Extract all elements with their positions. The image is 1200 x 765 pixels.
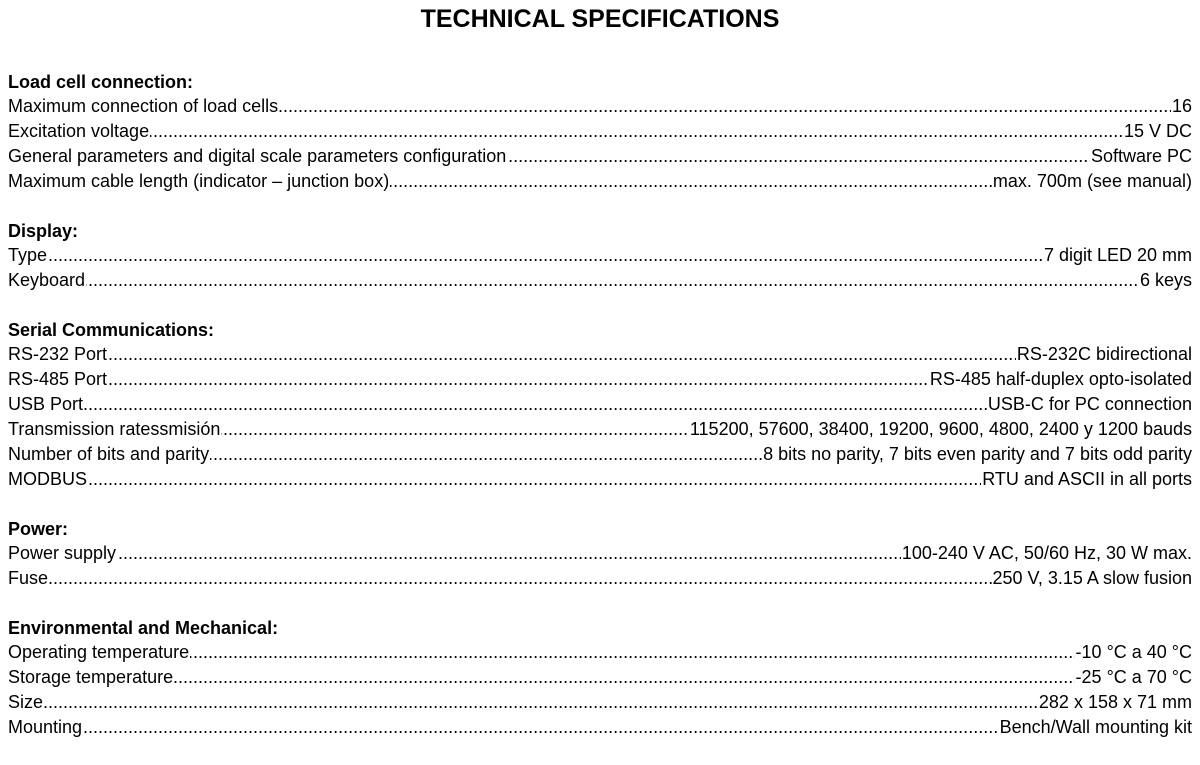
section-heading: Serial Communications: <box>8 320 215 340</box>
spec-label: Type <box>8 243 48 268</box>
spec-row <box>8 144 1192 169</box>
spec-value: RS-485 half-duplex opto-isolated <box>929 367 1192 392</box>
spec-label: Storage temperature <box>8 665 174 690</box>
section-display <box>8 219 1192 293</box>
spec-row <box>8 665 1192 690</box>
spec-row <box>8 442 1192 467</box>
spec-value: 15 V DC <box>1123 119 1192 144</box>
spec-label: Mounting <box>8 715 83 740</box>
spec-row <box>8 342 1192 367</box>
spec-row <box>8 94 1192 119</box>
spec-label: Maximum cable length (indicator – junction box) <box>8 169 390 194</box>
spec-label: RS-485 Port <box>8 367 108 392</box>
section-heading: Power: <box>8 519 69 539</box>
section-power <box>8 517 1192 591</box>
spec-row <box>8 640 1192 665</box>
section-heading: Environmental and Mechanical: <box>8 618 279 638</box>
specifications-list <box>8 70 1192 765</box>
dot-leader <box>8 690 1192 715</box>
spec-label: General parameters and digital scale parameters configuration <box>8 144 507 169</box>
spec-row <box>8 417 1192 442</box>
spec-label: Power supply <box>8 541 117 566</box>
spec-value: 16 <box>1171 94 1192 119</box>
dot-leader <box>8 665 1192 690</box>
spec-row <box>8 566 1192 591</box>
spec-value: 115200, 57600, 38400, 19200, 9600, 4800, 2400 y 1200 bauds <box>689 417 1192 442</box>
dot-leader <box>8 119 1192 144</box>
spec-value: 282 x 158 x 71 mm <box>1038 690 1192 715</box>
spec-row <box>8 169 1192 194</box>
section-heading: Display: <box>8 221 79 241</box>
spec-value: 7 digit LED 20 mm <box>1043 243 1192 268</box>
dot-leader <box>8 342 1192 367</box>
spec-label: USB Port <box>8 392 84 417</box>
section-environmental-mechanical <box>8 616 1192 740</box>
spec-row <box>8 541 1192 566</box>
spec-row <box>8 690 1192 715</box>
spec-label: Excitation voltage <box>8 119 150 144</box>
spec-label: Size <box>8 690 44 715</box>
spec-label: RS-232 Port <box>8 342 108 367</box>
dot-leader <box>8 243 1192 268</box>
spec-value: Software PC <box>1090 144 1192 169</box>
spec-label: MODBUS <box>8 467 88 492</box>
spec-row <box>8 392 1192 417</box>
spec-label: Transmission ratessmisión <box>8 417 221 442</box>
spec-value: -10 °C a 40 °C <box>1075 640 1192 665</box>
spec-label: Number of bits and parity <box>8 442 210 467</box>
spec-label: Maximum connection of load cells <box>8 94 279 119</box>
spec-value: USB-C for PC connection <box>987 392 1192 417</box>
spec-value: RTU and ASCII in all ports <box>981 467 1192 492</box>
spec-value: 6 keys <box>1139 268 1192 293</box>
dot-leader <box>8 268 1192 293</box>
spec-row <box>8 268 1192 293</box>
section-heading: Load cell connection: <box>8 72 194 92</box>
spec-value: 8 bits no parity, 7 bits even parity and 7 bits odd parity <box>762 442 1192 467</box>
spec-value: RS-232C bidirectional <box>1016 342 1192 367</box>
spec-row <box>8 467 1192 492</box>
spec-value: 100-240 V AC, 50/60 Hz, 30 W max. <box>901 541 1192 566</box>
spec-label: Keyboard <box>8 268 86 293</box>
spec-row <box>8 715 1192 740</box>
spec-value: Bench/Wall mounting kit <box>999 715 1192 740</box>
spec-label: Operating temperature <box>8 640 190 665</box>
spec-value: 250 V, 3.15 A slow fusion <box>992 566 1193 591</box>
spec-row <box>8 119 1192 144</box>
spec-value: max. 700m (see manual) <box>992 169 1192 194</box>
spec-label: Fuse <box>8 566 49 591</box>
spec-row <box>8 367 1192 392</box>
page-title: TECHNICAL SPECIFICATIONS <box>420 5 780 33</box>
spec-value: -25 °C a 70 °C <box>1075 665 1192 690</box>
section-serial-communications <box>8 318 1192 492</box>
section-load-cell-connection <box>8 70 1192 194</box>
spec-row <box>8 243 1192 268</box>
